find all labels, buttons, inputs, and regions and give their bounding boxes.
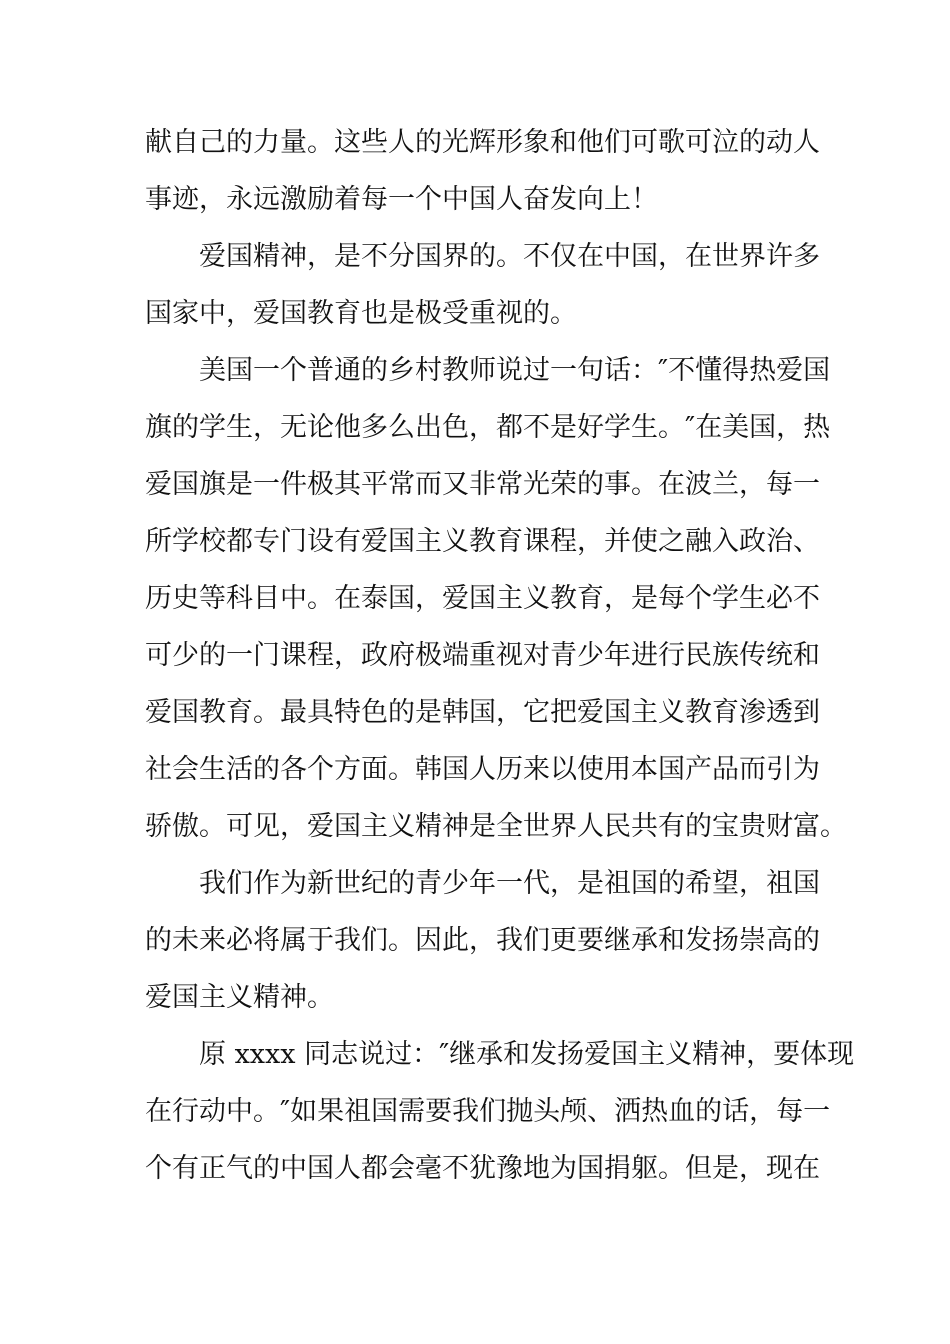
paragraph-first-line: 原 xxxx 同志说过：″继承和发扬爱国主义精神，要体现 (199, 1039, 855, 1070)
paragraph-first-line: 爱国精神，是不分国界的。不仅在中国，在世界许多 (199, 241, 820, 272)
text-line: 所学校都专门设有爱国主义教育课程，并使之融入政治、 (145, 526, 820, 557)
text-line: 的未来必将属于我们。因此，我们更要继承和发扬崇高的 (145, 925, 820, 956)
text-line: 个有正气的中国人都会毫不犹豫地为国捐躯。但是，现在 (145, 1153, 820, 1184)
text-line: 在行动中。″如果祖国需要我们抛头颅、洒热血的话，每一 (145, 1096, 831, 1127)
text-line: 爱国主义精神。 (145, 982, 334, 1013)
text-line: 旗的学生，无论他多么出色，都不是好学生。″在美国，热 (145, 412, 831, 443)
text-line: 可少的一门课程，政府极端重视对青少年进行民族传统和 (145, 640, 820, 671)
text-line: 骄傲。可见，爱国主义精神是全世界人民共有的宝贵财富。 (145, 811, 847, 842)
paragraph-first-line: 我们作为新世纪的青少年一代，是祖国的希望，祖国 (199, 868, 820, 899)
body-text (145, 114, 855, 1197)
text-line: 社会生活的各个方面。韩国人历来以使用本国产品而引为 (145, 754, 820, 785)
text-line: 国家中，爱国教育也是极受重视的。 (145, 298, 577, 329)
text-line: 献自己的力量。这些人的光辉形象和他们可歌可泣的动人 (145, 127, 820, 158)
text-line: 事迹，永远激励着每一个中国人奋发向上！ (145, 184, 658, 215)
text-line: 爱国旗是一件极其平常而又非常光荣的事。在波兰，每一 (145, 469, 820, 500)
text-line: 历史等科目中。在泰国，爱国主义教育，是每个学生必不 (145, 583, 820, 614)
text-line: 爱国教育。最具特色的是韩国，它把爱国主义教育渗透到 (145, 697, 820, 728)
paragraph-first-line: 美国一个普通的乡村教师说过一句话：″不懂得热爱国 (199, 355, 831, 386)
